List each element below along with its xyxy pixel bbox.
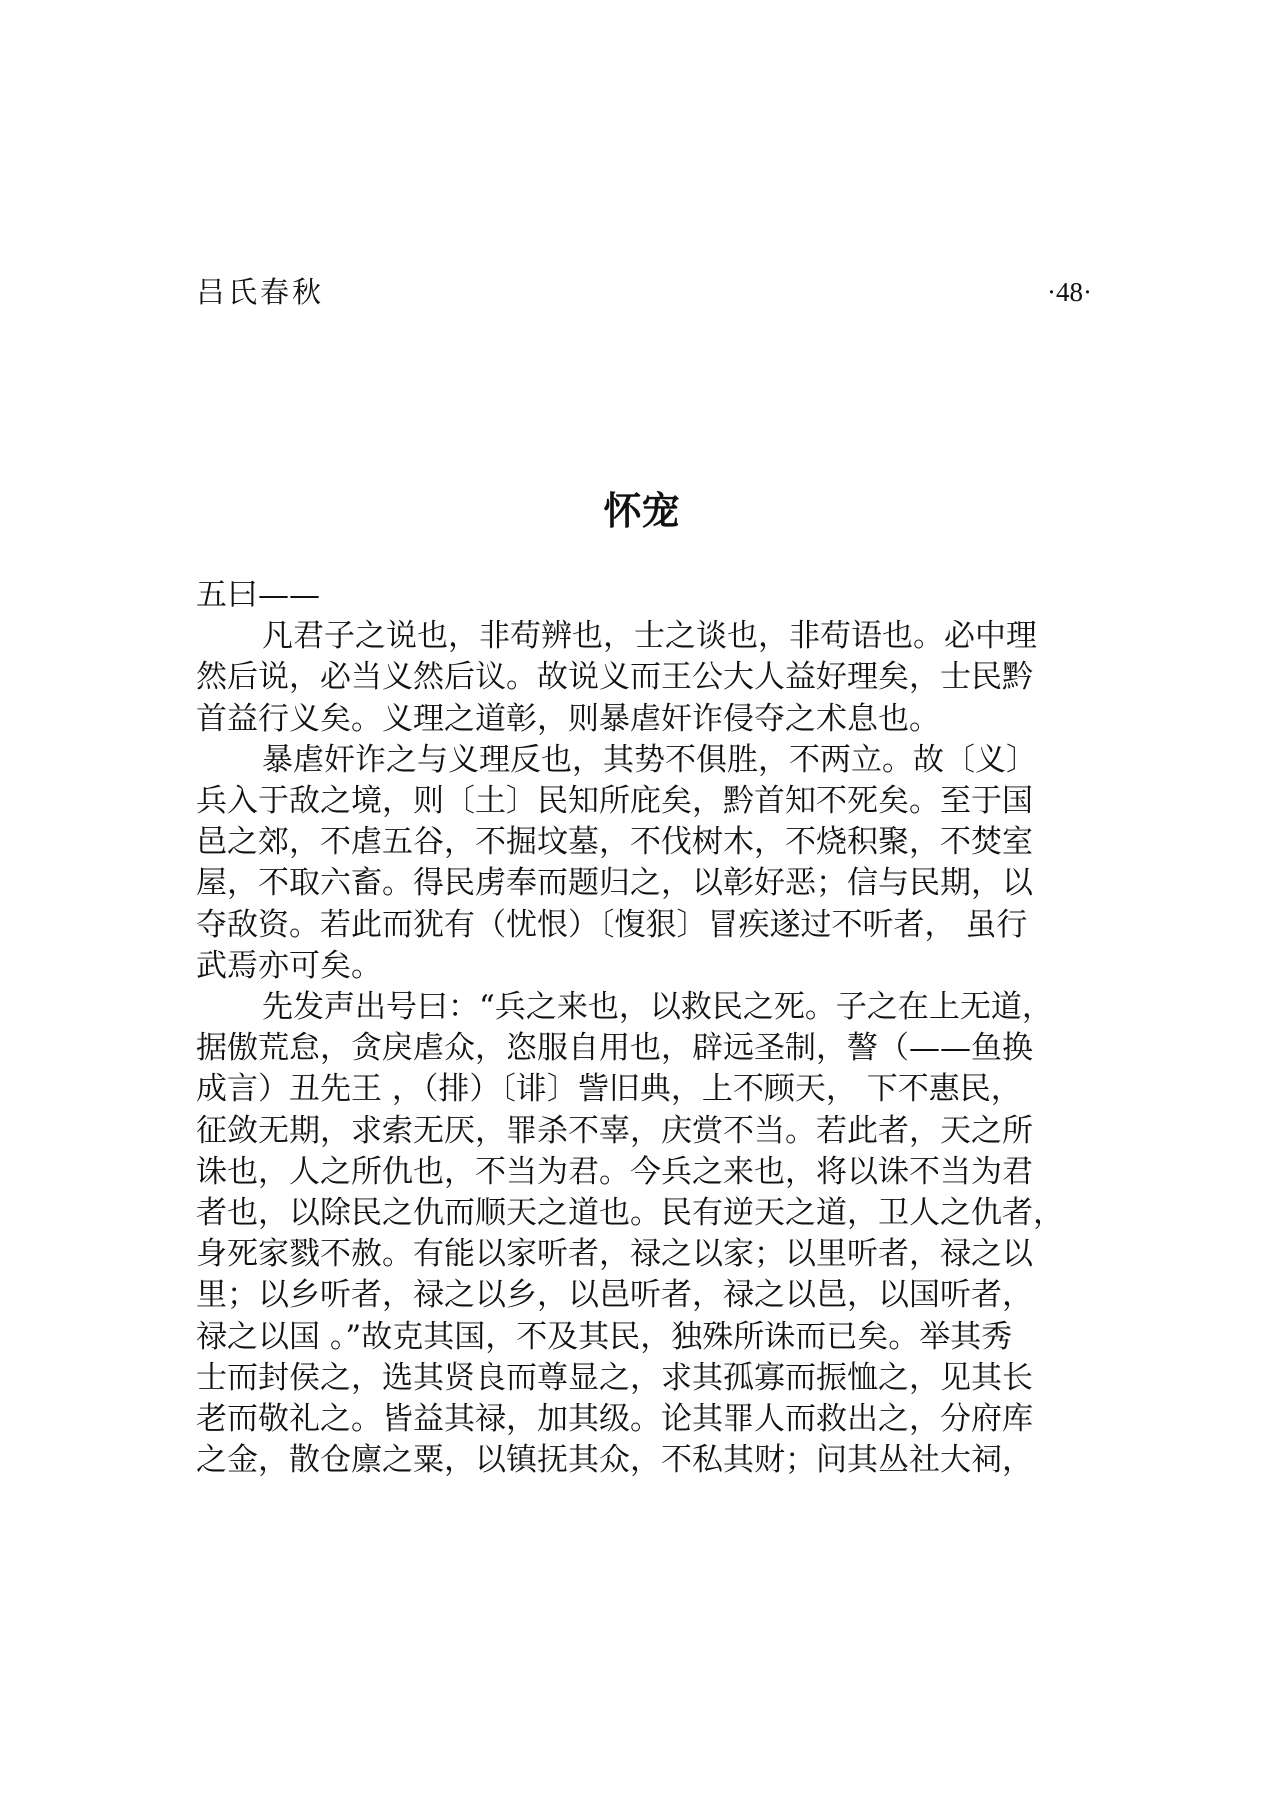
text-line: 凡君子之说也，非苟辨也，士之谈也，非苟语也。必中理 — [262, 618, 1037, 655]
text-line: 兵入于敌之境，则〔土〕民知所庇矣，黔首知不死矣。至于国 — [196, 783, 1033, 820]
text-line: 者也，以除民之仇而顺天之道也。民有逆天之道，卫人之仇者， — [196, 1195, 1064, 1232]
text-line: 夺敌资。若此而犹有（忧恨）〔愎狠〕冒疾遂过不听者， 虽行 — [196, 906, 1028, 943]
paragraph-1 — [196, 616, 1096, 740]
text-line: 禄之以国 。”故克其国，不及其民，独殊所诛而已矣。举其秀 — [196, 1318, 1013, 1355]
text-line: 士而封侯之，选其贤良而尊显之，求其孤寡而振恤之，见其长 — [196, 1359, 1033, 1396]
text-line: 暴虐奸诈之与义理反也，其势不俱胜，不两立。故〔义〕 — [262, 741, 1037, 778]
running-header — [196, 272, 1092, 312]
paragraph-3 — [196, 987, 1096, 1481]
text-line: 武焉亦可矣。 — [196, 947, 382, 984]
text-line: 诛也，人之所仇也，不当为君。今兵之来也，将以诛不当为君 — [196, 1153, 1033, 1190]
chapter-title: 怀宠 — [603, 489, 680, 534]
body-text — [196, 575, 1096, 1481]
paragraph-2 — [196, 740, 1096, 987]
text-line: 屋，不取六畜。得民虏奉而题归之，以彰好恶；信与民期，以 — [196, 865, 1033, 902]
text-line: 邑之郊，不虐五谷，不掘坟墓，不伐树木，不烧积聚，不焚室 — [196, 824, 1033, 861]
text-line: 老而敬礼之。皆益其禄，加其级。论其罪人而救出之，分府库 — [196, 1401, 1033, 1438]
text-line: 身死家戮不赦。有能以家听者，禄之以家；以里听者，禄之以 — [196, 1236, 1033, 1273]
text-line: 征敛无期，求索无厌，罪杀不辜，庆赏不当。若此者，天之所 — [196, 1112, 1033, 1149]
page-number: ·48· — [1047, 277, 1092, 307]
book-title: 吕氏春秋 — [196, 275, 325, 309]
text-line: 首益行义矣。义理之道彰，则暴虐奸诈侵夺之术息也。 — [196, 700, 940, 737]
text-line: 里；以乡听者，禄之以乡，以邑听者，禄之以邑，以国听者， — [196, 1277, 1033, 1314]
text-line: 据傲荒怠，贪戾虐众，恣服自用也，辟远圣制，謷（——鱼换 — [196, 1030, 1033, 1067]
text-line: 然后说，必当义然后议。故说义而王公大人益好理矣，士民黔 — [196, 659, 1033, 696]
chapter-intro: 五曰—— — [196, 577, 320, 613]
text-line: 成言）丑先王 ，（排）〔诽〕訾旧典，上不顾天， 下不惠民， — [196, 1071, 1022, 1108]
text-line: 先发声出号曰：“兵之来也，以救民之死。子之在上无道， — [262, 989, 1053, 1026]
text-line: 之金，散仓廪之粟，以镇抚其众，不私其财；问其丛社大祠， — [196, 1442, 1033, 1479]
